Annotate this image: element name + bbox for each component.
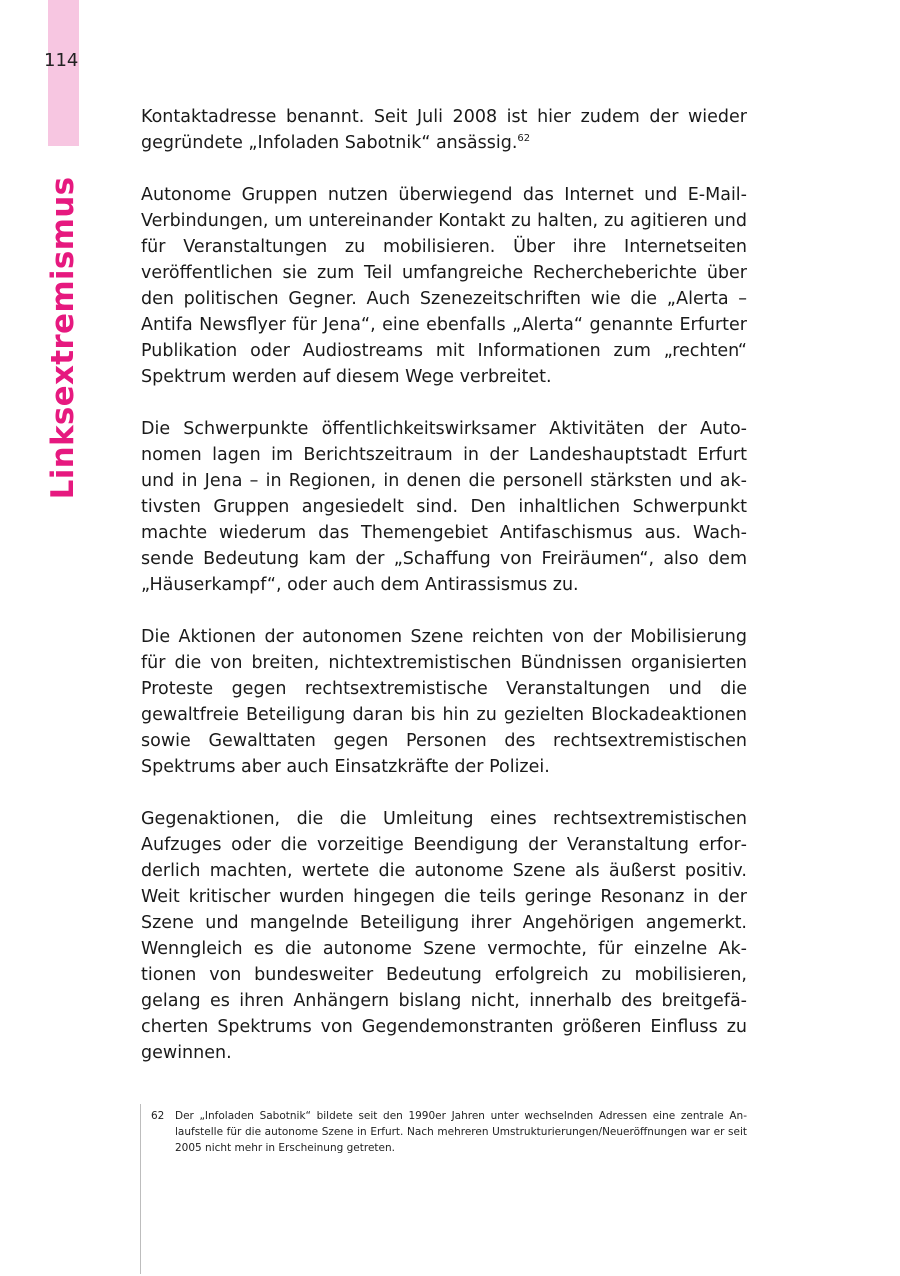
paragraph-5: Gegenaktionen, die die Umleitung eines rechtsextremistischen Aufzuges oder die vorzeitige Beendigung der Veranstaltung erforderlich machten, wertete die autonome Szene als äußerst positiv. Weit kritischer wurden hingegen die teils geringe Resonanz in der Szene und mangelnde Beteiligung ihrer Angehörigen angemerkt. Wenngleich es die autonome Szene vermochte, für einzelne Aktionen von bundesweiter Bedeutung erfolgreich zu mobilisieren, gelang es ihren Anhängern bislang nicht, innerhalb des breitgefächerten Spektrums von Gegendemonstranten größeren Einfluss zu gewinnen. [141, 809, 747, 1063]
paragraph-2: Autonome Gruppen nutzen überwiegend das Internet und E-Mail-Verbindungen, um untereinander Kontakt zu halten, zu agitieren und für Veranstaltungen zu mobilisieren. Über ihre Internetseiten veröffentlichen sie zum Teil umfangreiche Rechercheberichte über den politischen Gegner. Auch Szenezeitschriften wie die „Alerta – Antifa Newsflyer für Jena“, eine ebenfalls „Alerta“ genannte Erfurter Publikation oder Audiostreams mit Informationen zum „rechten“ Spektrum werden auf diesem Wege verbreitet. [141, 185, 747, 387]
paragraph-4: Die Aktionen der autonomen Szene reichten von der Mobilisierung für die von breiten, nichtextremistischen Bündnissen organisierten Proteste gegen rechtsextremistische Veranstaltungen und die gewaltfreie Beteiligung daran bis hin zu gezielten Blockadeaktionen sowie Gewalttaten gegen Personen des rechtsextremistischen Spektrums aber auch Einsatzkräfte der Polizei. [141, 627, 747, 777]
footnote-text: Der „Infoladen Sabotnik“ bildete seit den 1990er Jahren unter wechselnden Adressen eine zentrale Anlaufstelle für die autonome Szene in Erfurt. Nach mehreren Umstrukturierungen/Neueröffnungen war er seit 2005 nicht mehr in Erscheinung getreten. [175, 1110, 747, 1154]
footnote-number: 62 [151, 1110, 165, 1122]
paragraph-3: Die Schwerpunkte öffentlichkeitswirksamer Aktivitäten der Autonomen lagen im Berichtszeitraum in der Landeshauptstadt Erfurt und in Jena – in Regionen, in denen die personell stärksten und aktivsten Gruppen angesiedelt sind. Den inhaltlichen Schwerpunkt machte wiederum das Themengebiet Antifaschismus aus. Wachsende Bedeutung kam der „Schaffung von Freiräumen“, also dem „Häuserkampf“, oder auch dem Antirassismus zu. [141, 419, 747, 595]
page-number: 114 [44, 50, 79, 71]
section-color-bar [48, 0, 79, 146]
footnote-reference: 62 [517, 133, 531, 145]
paragraph-1: Kontaktadresse benannt. Seit Juli 2008 ist hier zudem der wieder gegründete „Infoladen Sabotnik“ ansässig.$^{62}$ [141, 107, 747, 153]
footnote [151, 1108, 747, 1156]
footnote-rule [140, 1104, 141, 1274]
section-title: Linksextremismus [45, 176, 81, 500]
main-text [141, 104, 747, 1092]
